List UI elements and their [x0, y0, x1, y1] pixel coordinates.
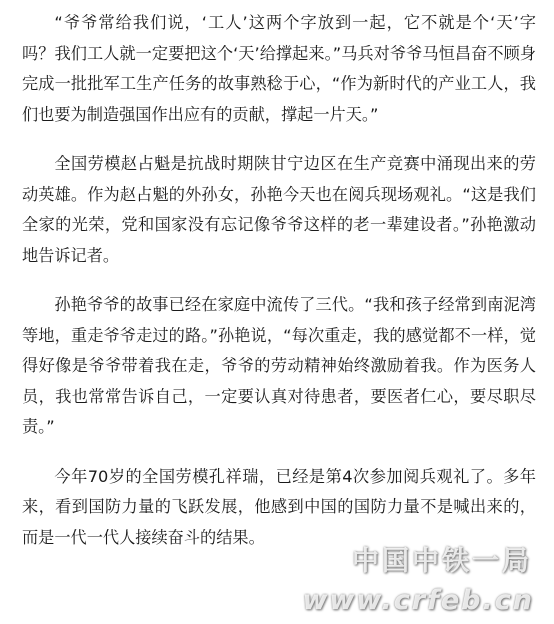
paragraph: 孙艳爷爷的故事已经在家庭中流传了三代。“我和孩子经常到南泥湾等地，重走爷爷走过的路。”孙艳说，“每次重走，我的感觉都不一样，觉得好像是爷爷带着我在走，爷爷的劳动精神始终激励着我。作为医务人员，我也常常告诉自己，一定要认真对待患者，要医者仁心，要尽职尽责。”: [22, 295, 536, 436]
watermark-brand: 中国中铁一局: [352, 546, 532, 577]
paragraph: 今年70岁的全国劳模孔祥瑞，已经是第4次参加阅兵观礼了。多年来，看到国防力量的飞跃发展，他感到中国的国防力量不是喊出来的，而是一代一代人接续奋斗的结果。: [22, 466, 536, 547]
paragraph: 全国劳模赵占魁是抗战时期陕甘宁边区在生产竞赛中涌现出来的劳动英雄。作为赵占魁的外孙女，孙艳今天也在阅兵现场观礼。“这是我们全家的光荣，党和国家没有忘记像爷爷这样的老一辈建设者。”孙艳激动地告诉记者。: [22, 154, 536, 265]
watermark-url: www.crfeb.cn: [302, 585, 534, 616]
article-body: [22, 8, 536, 572]
paragraph: “爷爷常给我们说，‘工人’这两个字放到一起，它不就是个‘天’字吗？我们工人就一定要把这个‘天’给撑起来。”马兵对爷爷马恒昌奋不顾身完成一批批军工生产任务的故事熟稔于心，“作为新时代的产业工人，我们也要为制造强国作出应有的贡献，撑起一片天。”: [22, 13, 536, 124]
